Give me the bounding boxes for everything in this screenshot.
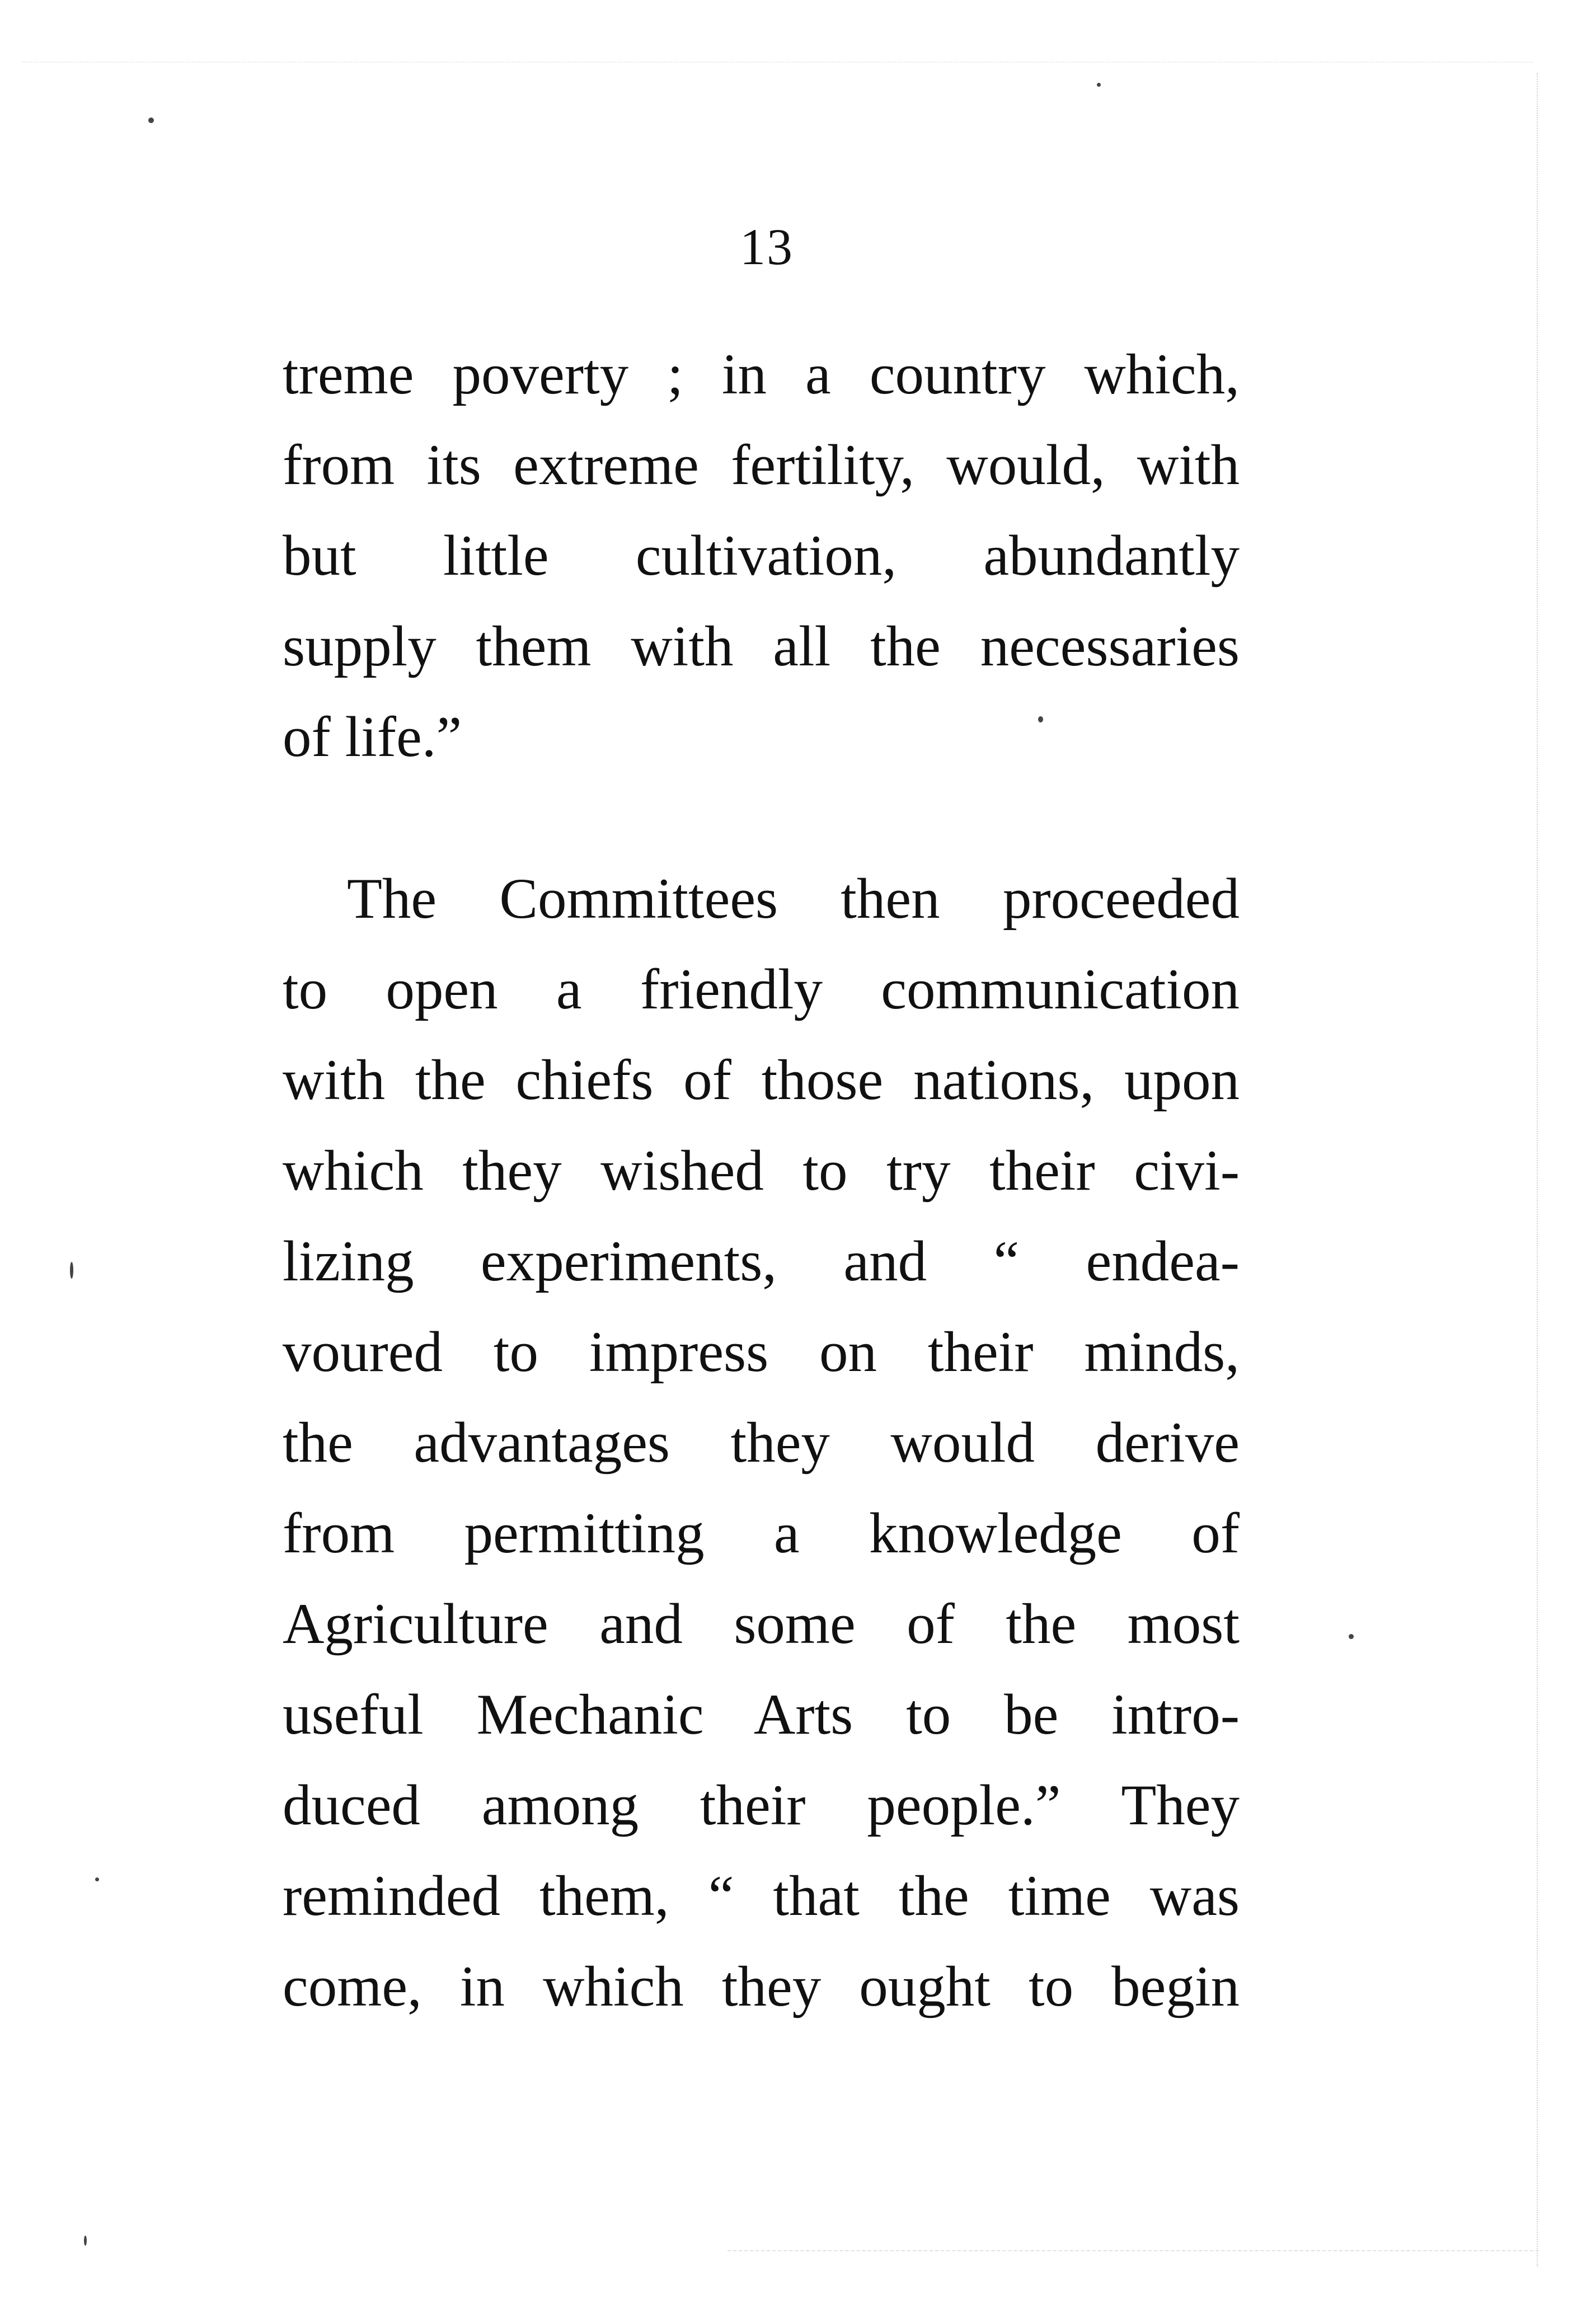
- text-line: duced among their people.” They: [283, 1773, 1240, 1837]
- text-line: from its extreme fertility, would, with: [283, 433, 1240, 497]
- text-line: lizing experiments, and “ endea-: [283, 1229, 1240, 1293]
- print-speck: [1097, 83, 1101, 87]
- print-speck: [70, 1262, 73, 1279]
- text-line: of life.”: [283, 705, 462, 769]
- print-speck: [84, 2236, 87, 2246]
- text-line: from permitting a knowledge of: [283, 1501, 1240, 1565]
- text-line: come, in which they ought to begin: [283, 1955, 1240, 2018]
- page-edge-bottom: [728, 2248, 1539, 2251]
- text-line: The Committees then proceeded: [347, 867, 1240, 931]
- page-edge-right: [1533, 73, 1538, 2266]
- print-speck: [95, 1877, 99, 1881]
- text-line: but little cultivation, abundantly: [283, 524, 1240, 588]
- text-line: voured to impress on their minds,: [283, 1320, 1240, 1384]
- page-edge-top: [22, 62, 1533, 65]
- print-speck: [1349, 1634, 1354, 1639]
- print-speck: [148, 118, 154, 123]
- text-line: useful Mechanic Arts to be intro-: [283, 1683, 1240, 1746]
- text-line: reminded them, “ that the time was: [283, 1864, 1240, 1928]
- text-line: which they wished to try their civi-: [283, 1139, 1240, 1203]
- text-line: supply them with all the necessaries: [283, 614, 1240, 678]
- page-number: 13: [740, 218, 794, 275]
- paragraph-2: [283, 853, 1240, 2032]
- text-line: the advantages they would derive: [283, 1411, 1240, 1475]
- text-line: treme poverty ; in a country which,: [283, 342, 1240, 406]
- text-line: with the chiefs of those nations, upon: [283, 1048, 1240, 1112]
- text-line: to open a friendly communication: [283, 957, 1240, 1021]
- paragraph-1: [283, 329, 1240, 782]
- text-line: Agriculture and some of the most: [283, 1592, 1240, 1656]
